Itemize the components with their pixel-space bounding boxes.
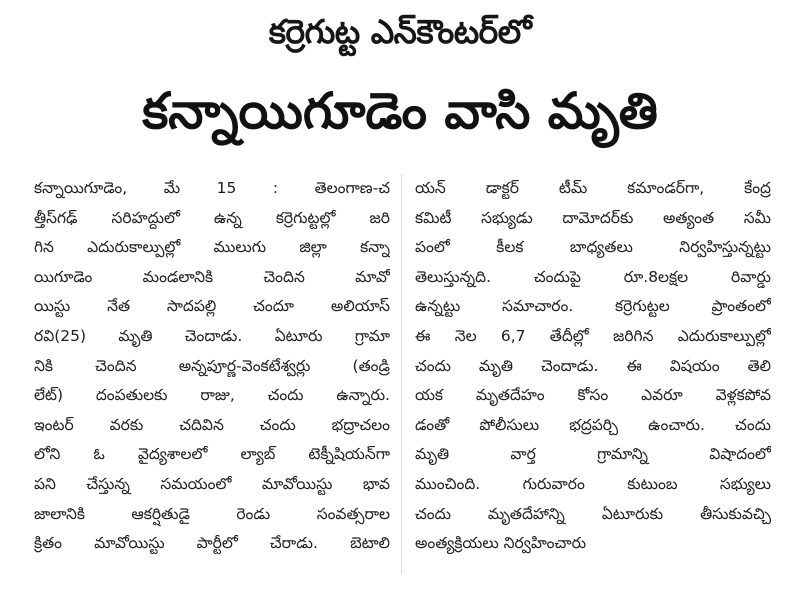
body-line: మృతి వార్త గ్రామాన్ని విషాదంలో: [415, 445, 771, 464]
body-line: తెలుస్తున్నది. చందుపై రూ.8లక్షల రివార్డు: [415, 267, 771, 286]
body-line: కమిటీ సభ్యుడు దామోదర్‌కు అత్యంత సమీ: [415, 208, 771, 227]
body-line: పని చేస్తున్న సమయంలో మావోయిస్టు భావ: [34, 474, 390, 493]
article-column-left: [34, 174, 390, 559]
body-line: రవి(25) మృతి చెందాడు. ఏటూరు గ్రామా: [34, 326, 390, 345]
body-line: క్రితం మావోయిస్టు పార్టీలో చేరాడు. బెటాలి: [34, 534, 390, 553]
body-line: ముంచింది. గురువారం కుటుంబ సభ్యులు: [415, 474, 771, 493]
body-line: జాలానికి ఆకర్షితుడై రెండు సంవత్సరాల: [34, 504, 390, 523]
body-line: యన్ డాక్టర్ టీమ్ కమాండర్‌గా, కేంద్ర: [415, 179, 771, 197]
body-line: అంత్యక్రియలు నిర్వహించారు: [415, 534, 587, 553]
body-line: ఉన్నట్టు సమాచారం. కర్రెగుట్టల ప్రాంతంలో: [415, 297, 771, 316]
body-line: లోని ఓ వైద్యశాలలో ల్యాబ్ టెక్నీషియన్‌గా: [34, 445, 390, 464]
article-kicker: కర్రెగుట్ట ఎన్‌కౌంటర్‌లో: [268, 12, 532, 51]
body-line: డంతో పోలీసులు భద్రపర్చి ఉంచారు. చందు: [415, 415, 771, 434]
article-headline: కన్నాయిగూడెం వాసి మృతి: [142, 82, 658, 140]
body-line: లేట్) దంపతులకు రాజు, చందు ఉన్నారు.: [34, 386, 390, 405]
body-line: యక మృతదేహం కోసం ఎవరూ వెళ్లకపోవ: [415, 386, 771, 405]
article-column-right: [415, 174, 771, 559]
body-line: పంలో కీలక బాధ్యతలు నిర్వహిస్తున్నట్టు: [415, 238, 771, 257]
body-line: యిస్టు నేత సాదపల్లి చందూ అలియాస్: [34, 297, 390, 316]
body-line: యిగూడెం మండలానికి చెందిన మావో: [34, 267, 390, 286]
body-line: కన్నాయిగూడెం, మే 15 : తెలంగాణ-చ: [34, 179, 390, 197]
body-line: గిన ఎదురుకాల్పుల్లో ములుగు జిల్లా కన్నా: [34, 238, 390, 257]
body-line: త్తీస్‌గఢ్ సరిహద్దులో ఉన్న కర్రెగుట్టల్లో జరి: [34, 208, 390, 227]
body-line: చందు మృతి చెందాడు. ఈ విషయం తెలి: [415, 356, 771, 375]
body-line: ఈ నెల 6,7 తేదీల్లో జరిగిన ఎదురుకాల్పుల్లో: [415, 326, 771, 345]
body-line: చందు మృతదేహాన్ని ఏటూరుకు తీసుకువచ్చి: [415, 504, 771, 523]
body-line: నికి చెందిన అన్నపూర్ణ-వెంకటేశ్వర్లు (తండ్రి: [34, 356, 390, 375]
body-line: ఇంటర్ వరకు చదివిన చందు భద్రాచలం: [34, 415, 390, 434]
column-divider: [401, 174, 402, 574]
